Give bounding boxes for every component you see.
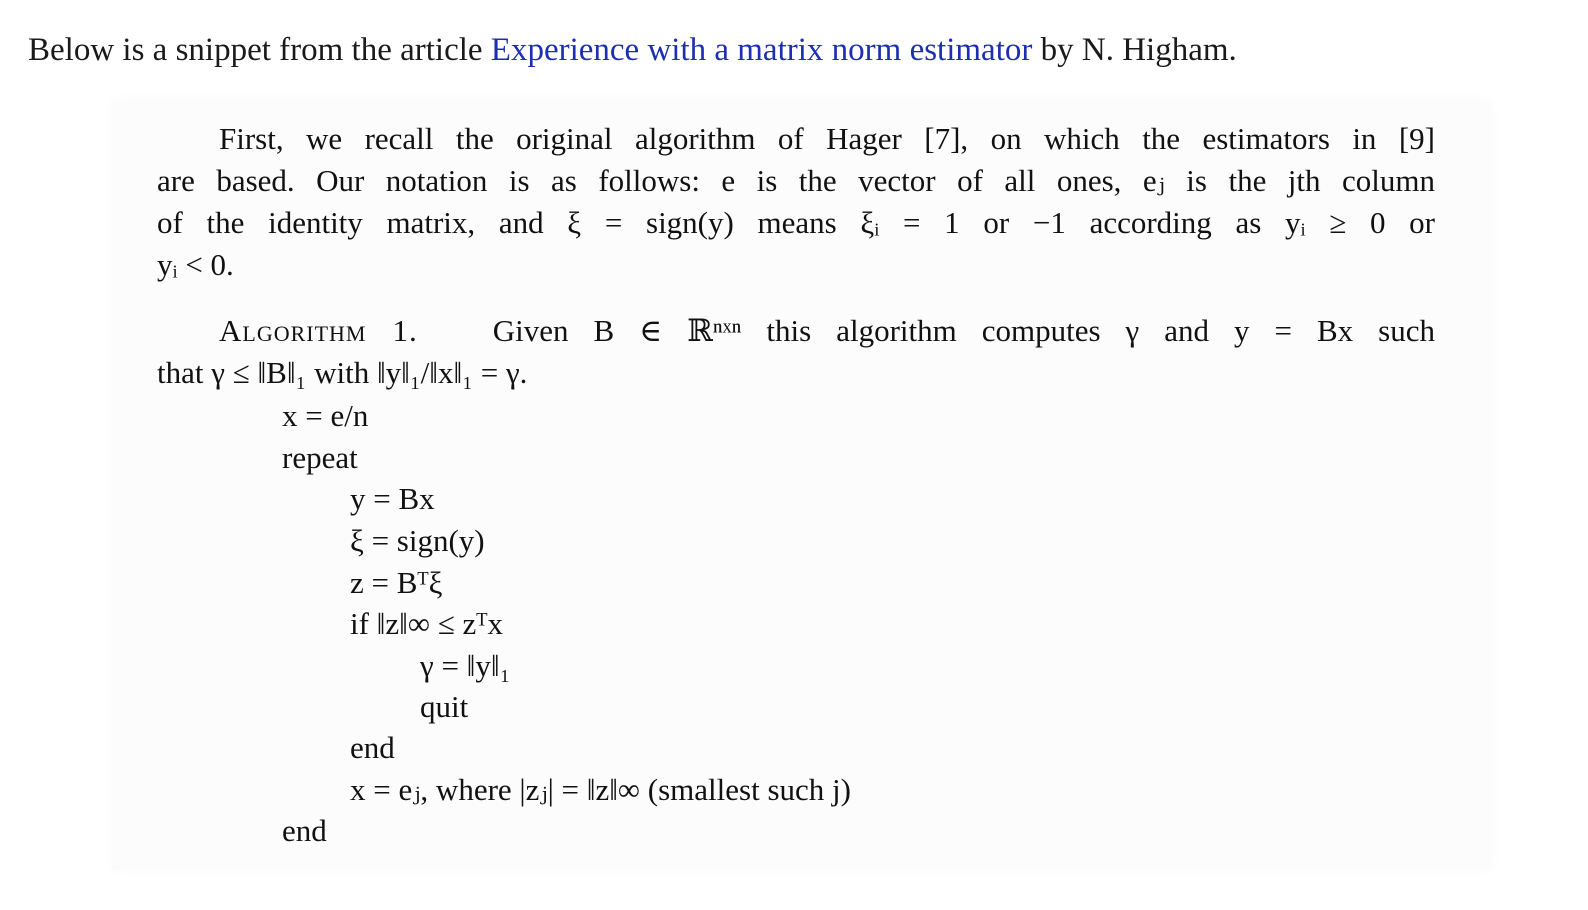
intro-text (28, 30, 1237, 70)
algorithm-name: Algorithm 1. (219, 313, 418, 348)
code-line-5: z = Bᵀξ (350, 565, 443, 600)
algorithm-header-line-2: that γ ≤ ‖B‖₁ with ‖y‖₁/‖x‖₁ = γ. (157, 355, 528, 390)
paragraph-line-3: of the identity matrix, and ξ = sign(y) means ξᵢ = 1 or −1 according as yᵢ ≥ 0 or (157, 205, 1435, 240)
code-line-1: x = e/n (282, 398, 369, 433)
code-line-4: ξ = sign(y) (350, 523, 485, 558)
paragraph-line-1: First, we recall the original algorithm of Hager [7], on which the estimators in [9] (219, 121, 1435, 156)
code-line-10: x = eⱼ, where |zⱼ| = ‖z‖∞ (smallest such j) (350, 772, 851, 807)
intro-suffix: by N. Higham. (1032, 32, 1237, 68)
algorithm-header-line-1 (157, 310, 1435, 352)
code-line-2: repeat (282, 440, 358, 475)
snippet-paragraph (157, 118, 1435, 286)
algorithm-description: Given B ∈ ℝⁿˣⁿ this algorithm computes γ and y = Bx such (492, 313, 1435, 348)
code-line-6: if ‖z‖∞ ≤ zᵀx (350, 606, 503, 641)
code-line-8: quit (420, 689, 469, 724)
algorithm-header (157, 310, 1435, 394)
code-line-11: end (282, 813, 327, 848)
code-line-3: y = Bx (350, 481, 435, 516)
paragraph-line-2: are based. Our notation is as follows: e is the vector of all ones, eⱼ is the jth column (157, 163, 1435, 198)
code-line-7: γ = ‖y‖₁ (420, 648, 511, 683)
code-line-9: end (350, 730, 395, 765)
paragraph-line-4: yᵢ < 0. (157, 247, 234, 282)
intro-prefix: Below is a snippet from the article (28, 32, 491, 68)
article-link[interactable]: Experience with a matrix norm estimator (490, 32, 1033, 68)
